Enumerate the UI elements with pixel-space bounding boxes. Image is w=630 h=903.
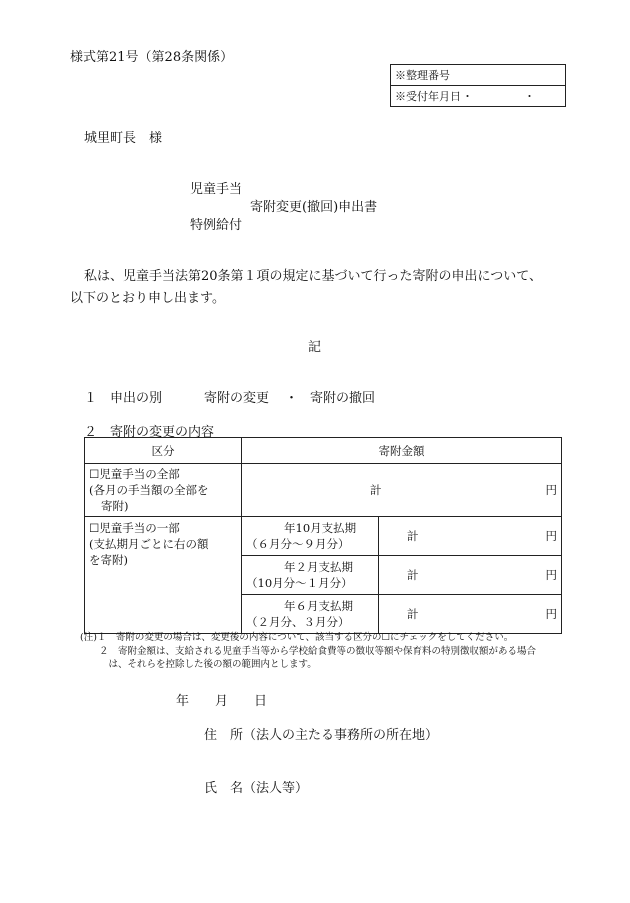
period-jun-kei: 計 [407, 607, 419, 621]
header-kubun: 区分 [85, 438, 242, 464]
receipt-date-field[interactable] [391, 86, 566, 107]
title-line3: 特例給付 [190, 218, 243, 233]
period-oct-range: （６月分～９月分） [246, 537, 350, 551]
row2-line2: (支払期月ごとに右の額 [89, 537, 209, 551]
period-jun [242, 595, 379, 634]
row2-category[interactable] [85, 517, 242, 634]
serial-box [390, 64, 566, 107]
note-2a: ２ 寄附金額は、支給される児童手当等から学校給食費等の徴収等額や保育料の特別徴収額がある場合 [80, 646, 537, 657]
period-oct-kei: 計 [407, 529, 419, 543]
note-1: (注)１ 寄附の変更の場合は、変更後の内容について、該当する区分の☐にチェックをしてください。 [80, 632, 514, 643]
row2-line1: ☐児童手当の一部 [89, 521, 180, 535]
seiri-number-label: ※整理番号 [395, 69, 450, 82]
note-2b: は、それらを控除した後の額の範囲内とします。 [80, 659, 317, 670]
receipt-date-label: ※受付年月日 [395, 90, 461, 103]
row1-kei: 計 [370, 483, 382, 497]
period-feb-range: （10月分～１月分） [246, 576, 353, 590]
period-feb-amount-field[interactable] [379, 556, 562, 595]
donation-table [84, 437, 562, 634]
item1-separator: ・ [285, 391, 299, 406]
period-feb [242, 556, 379, 595]
item2-label: ２ 寄附の変更の内容 [84, 425, 215, 440]
period-oct-amount-field[interactable] [379, 517, 562, 556]
title-line2: 寄附変更(撤回)申出書 [250, 200, 378, 215]
period-feb-yen: 円 [545, 568, 557, 582]
intro-line1: 私は、児童手当法第20条第１項の規定に基づいて行った寄附の申出について、 [84, 269, 543, 284]
period-jun-range: （２月分、３月分） [246, 615, 350, 629]
date-line[interactable]: 年 月 日 [176, 694, 268, 709]
row1-line2: (各月の手当額の全部を [89, 483, 209, 497]
period-jun-name: 年６月支払期 [284, 599, 353, 613]
title-line1: 児童手当 [190, 182, 243, 197]
item1-option-change[interactable]: 寄附の変更 [204, 391, 270, 406]
intro-line2: 以下のとおり申し出ます。 [70, 291, 225, 306]
header-kingaku: 寄附金額 [242, 438, 562, 464]
period-oct [242, 517, 379, 556]
period-oct-name: 年10月支払期 [284, 521, 357, 535]
addressee: 城里町長 様 [84, 131, 163, 146]
address-line[interactable]: 住 所（法人の主たる事務所の所在地） [204, 728, 439, 743]
receipt-date-dots: ・ ・ [462, 90, 555, 103]
row1-amount-field[interactable] [242, 464, 562, 517]
seiri-number-field[interactable] [391, 65, 566, 86]
row1-category[interactable] [85, 464, 242, 517]
row1-line3: 寄附) [101, 499, 129, 513]
item1-label: １ 申出の別 [84, 391, 163, 406]
period-feb-kei: 計 [407, 568, 419, 582]
form-number: 様式第21号（第28条関係） [70, 50, 234, 65]
row1-line1: ☐児童手当の全部 [89, 467, 180, 481]
ki-heading: 記 [308, 340, 322, 355]
row1-yen: 円 [545, 483, 557, 497]
period-feb-name: 年２月支払期 [284, 560, 353, 574]
name-line[interactable]: 氏 名（法人等） [204, 781, 309, 796]
period-jun-amount-field[interactable] [379, 595, 562, 634]
item1-option-withdraw[interactable]: 寄附の撤回 [310, 391, 376, 406]
period-jun-yen: 円 [545, 607, 557, 621]
period-oct-yen: 円 [545, 529, 557, 543]
row2-line3: を寄附) [89, 553, 128, 567]
